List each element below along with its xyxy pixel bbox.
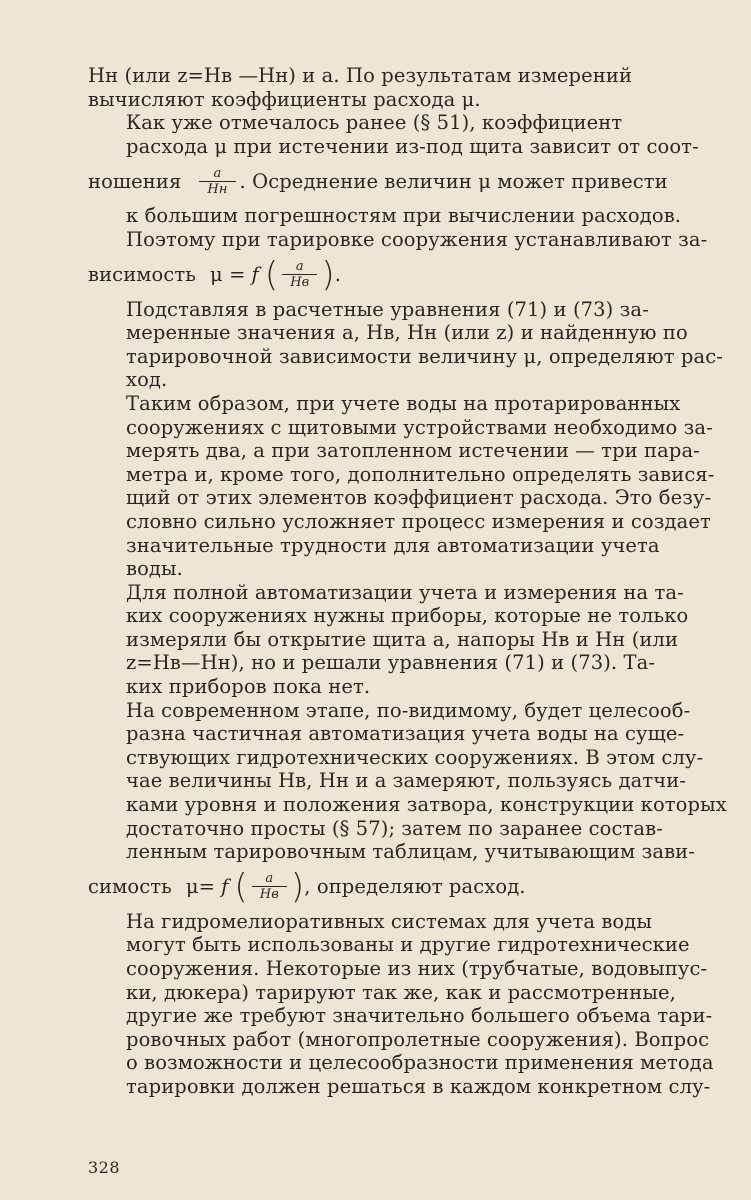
text-line: щий от этих элементов коэффициент расхода. Это безу- [126,486,712,510]
text-line: воды. [126,557,183,581]
right-paren: ) [321,254,335,295]
text-line: ровочных работ (многопролетные сооружения). Вопрос [126,1027,710,1051]
paragraph-2 [88,111,723,297]
text-line: ких приборов пока нет. [126,675,371,699]
text-line: Поэтому при тарировке сооружения устанавливают за- [126,227,708,251]
formula-line [88,252,723,298]
paragraph-7 [88,910,723,1099]
fraction-a-over-hn [199,166,235,197]
text-line: словно сильно усложняет процесс измерения и создает [126,509,711,533]
text-line: чае величины Hв, Hн и a замеряют, пользуясь датчи- [126,769,687,793]
text-fragment: висимость [88,262,197,286]
text-line: ких сооружениях нужны приборы, которые не только [126,604,689,628]
text-line: измеряли бы открытие щита a, напоры Hв и Hн (или [126,627,679,651]
formula-function: f [251,262,259,286]
formula-function: f [221,875,229,899]
text-line: ленным тарировочным таблицам, учитывающим зави- [126,840,695,864]
paragraph-3 [88,298,723,392]
text-fragment: ношения [88,169,182,193]
text-line: сооружения. Некоторые из них (трубчатые, водовыпус- [126,957,708,980]
text-line: Hн (или z=Hв —Hн) и a. По результатам измерений [88,64,633,87]
formula-mu: μ= [185,875,216,899]
fraction-denominator: Hв [252,886,287,902]
fraction-numerator: a [213,165,222,181]
text-line: тарировочной зависимости величину μ, определяют рас- [126,344,723,368]
text-line: другие же требуют значительно большего объема тари- [126,1004,713,1028]
text-line: Подставляя в расчетные уравнения (71) и (73) за- [126,297,649,321]
text-line: значительные трудности для автоматизации учета [126,533,660,557]
text-fragment: , определяют расход. [304,875,526,899]
text-line: ками уровня и положения затвора, конструкции которых [126,793,727,817]
text-fragment: . [334,262,342,286]
paragraph-4 [88,392,723,581]
text-line: меренные значения a, Hв, Hн (или z) и найденную по [126,321,688,345]
text-line: тарировки должен решаться в каждом конкретном слу- [126,1074,711,1098]
text-line: вычисляют коэффициенты расхода μ. [88,87,481,111]
fraction-numerator: a [295,259,304,275]
text-line: Для полной автоматизации учета и измерения на та- [126,580,684,604]
left-paren: ( [264,254,279,295]
paragraph-6 [88,698,727,910]
text-line: мерять два, а при затопленном истечении — три пара- [126,439,700,463]
text-line: Таким образом, при учете воды на протарированных [126,391,681,415]
paragraph-1 [88,64,723,111]
fraction-denominator: Hв [282,274,317,290]
text-line: метра и, кроме того, дополнительно определять завися- [126,462,715,486]
text-line: На современном этапе, по-видимому, будет целесооб- [126,698,691,722]
text-fragment: симость [88,875,172,899]
fraction-denominator: Hн [199,181,235,197]
text-line: Как уже отмечалось ранее (§ 51), коэффициент [126,111,623,135]
fraction-a-over-hv [282,259,317,290]
text-line: z=Hв—Hн), но и решали уравнения (71) и (73). Та- [126,651,656,675]
formula-mu: μ = [210,262,246,286]
text-line: На гидромелиоративных системах для учета воды [126,909,653,933]
text-fragment: . Осреднение величин μ может привести [239,169,668,193]
paragraph-5 [88,581,723,699]
text-line: сооружениях с щитовыми устройствами необходимо за- [126,415,713,439]
text-line: достаточно просты (§ 57); затем по заранее состав- [126,816,663,840]
page-number: 328 [88,1158,121,1177]
formula-line [88,864,723,910]
text-line: к большим погрешностям при вычислении расходов. [126,204,682,228]
left-paren: ( [234,866,248,907]
text-line: могут быть использованы и другие гидротехнические [126,933,690,957]
text-line: о возможности и целесообразности применения метода [126,1051,714,1075]
right-paren: ) [290,866,305,907]
fraction-a-over-hv [252,871,287,902]
ratio-line [88,158,723,204]
text-line: ствующих гидротехнических сооружениях. В этом слу- [126,745,704,769]
fraction-numerator: a [265,871,274,887]
text-line: расхода μ при истечении из-под щита зависит от соот- [126,134,699,158]
text-line: ки, дюкера) тарируют так же, как и рассмотренные, [126,980,676,1004]
text-line: ход. [126,368,168,392]
text-line: разна частичная автоматизация учета воды на суще- [126,722,685,746]
